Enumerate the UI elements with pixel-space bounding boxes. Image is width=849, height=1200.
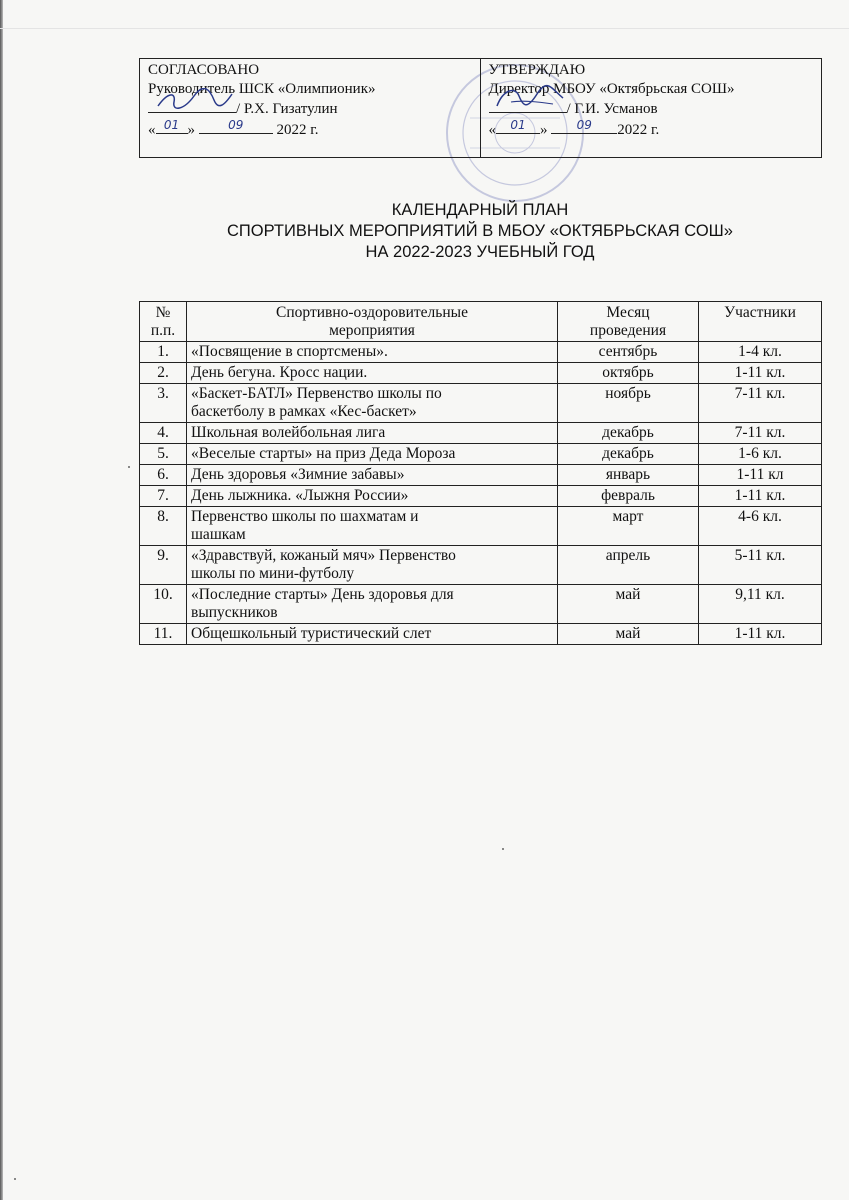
agreed-heading: СОГЛАСОВАНО [148,62,260,78]
row-participants: 1-6 кл. [699,444,822,465]
row-participants: 1-4 кл. [699,342,822,363]
date-open-quote: « [148,121,156,138]
row-month: декабрь [558,423,699,444]
events-table [139,301,822,645]
agreed-date [148,119,472,140]
row-num: 2. [140,363,187,384]
header-event: Спортивно-оздоровительные мероприятия [187,302,558,342]
row-event: День бегуна. Кросс нации. [187,363,558,384]
title-line-2: СПОРТИВНЫХ МЕРОПРИЯТИЙ В МБОУ «ОКТЯБРЬСКАЯ СОШ» [227,222,733,240]
scan-top-line [0,28,849,29]
row-event: Общешкольный туристический слет [187,624,558,645]
agreed-position: Руководитель ШСК «Олимпионик» [148,80,376,97]
row-participants: 5-11 кл. [699,546,822,585]
header-month: Месяц проведения [558,302,699,342]
scan-speck [14,1178,16,1180]
title-line-3: НА 2022-2023 УЧЕБНЫЙ ГОД [365,243,595,261]
approval-block [139,58,822,158]
row-num: 4. [140,423,187,444]
row-event: «Здравствуй, кожаный мяч» Первенство школы по мини-футболу [187,546,558,585]
row-month: январь [558,465,699,486]
approved-position: Директор МБОУ «Октябрьская СОШ» [488,80,735,97]
table-row [140,465,822,486]
date-day-blank [156,119,188,134]
table-header-row [140,302,822,342]
row-num: 7. [140,486,187,507]
signature-blank [489,98,567,113]
row-num: 3. [140,384,187,423]
row-participants: 1-11 кл. [699,624,822,645]
row-month: декабрь [558,444,699,465]
row-event: «Баскет-БАТЛ» Первенство школы по баскетболу в рамках «Кес-баскет» [187,384,558,423]
date-month: 09 [576,117,592,132]
row-participants: 4-6 кл. [699,507,822,546]
row-event: День здоровья «Зимние забавы» [187,465,558,486]
row-participants: 1-11 кл [699,465,822,486]
header-participants: Участники [699,302,822,342]
date-month-blank [199,119,273,134]
row-num: 1. [140,342,187,363]
document-title [0,200,849,263]
agreed-signature-line [148,98,472,119]
table-row [140,423,822,444]
row-num: 8. [140,507,187,546]
date-year: 2022 г. [276,121,319,138]
date-day-blank [496,119,540,134]
row-month: октябрь [558,363,699,384]
date-open-quote: « [488,121,496,138]
date-month: 09 [228,117,244,132]
table-row [140,546,822,585]
approved-section [481,59,822,157]
row-participants: 7-11 кл. [699,423,822,444]
date-close-quote: » [187,121,195,138]
table-row [140,444,822,465]
agreed-section [140,59,481,157]
header-num: № п.п. [140,302,187,342]
row-month: апрель [558,546,699,585]
row-month: март [558,507,699,546]
approved-date [489,119,814,140]
table-row [140,342,822,363]
row-event: «Посвящение в спортсмены». [187,342,558,363]
table-row [140,363,822,384]
row-event: «Веселые старты» на приз Деда Мороза [187,444,558,465]
row-num: 6. [140,465,187,486]
row-participants: 9,11 кл. [699,585,822,624]
scan-speck [502,848,504,850]
row-num: 10. [140,585,187,624]
row-month: май [558,585,699,624]
approved-heading: УТВЕРЖДАЮ [488,62,586,78]
row-num: 5. [140,444,187,465]
row-month: сентябрь [558,342,699,363]
row-participants: 1-11 кл. [699,486,822,507]
row-participants: 1-11 кл. [699,363,822,384]
row-event: «Последние старты» День здоровья для выпускников [187,585,558,624]
scan-speck [128,466,130,468]
row-month: февраль [558,486,699,507]
row-month: ноябрь [558,384,699,423]
date-close-quote: » [540,121,548,138]
row-participants: 7-11 кл. [699,384,822,423]
signature-blank [148,98,236,113]
table-row [140,384,822,423]
row-event: Школьная волейбольная лига [187,423,558,444]
scan-edge [0,0,3,1200]
table-row [140,507,822,546]
row-month: май [558,624,699,645]
row-event: День лыжника. «Лыжня России» [187,486,558,507]
date-year: 2022 г. [617,121,660,138]
row-num: 11. [140,624,187,645]
date-day: 01 [510,117,526,132]
row-event: Первенство школы по шахматам и шашкам [187,507,558,546]
date-day: 01 [163,117,180,132]
date-month-blank [551,119,617,134]
row-num: 9. [140,546,187,585]
table-row [140,585,822,624]
table-row [140,624,822,645]
table-row [140,486,822,507]
approved-signer: / Г.И. Усманов [566,101,658,117]
agreed-signer: / Р.Х. Гизатулин [236,101,338,117]
title-line-1: КАЛЕНДАРНЫЙ ПЛАН [391,201,569,219]
